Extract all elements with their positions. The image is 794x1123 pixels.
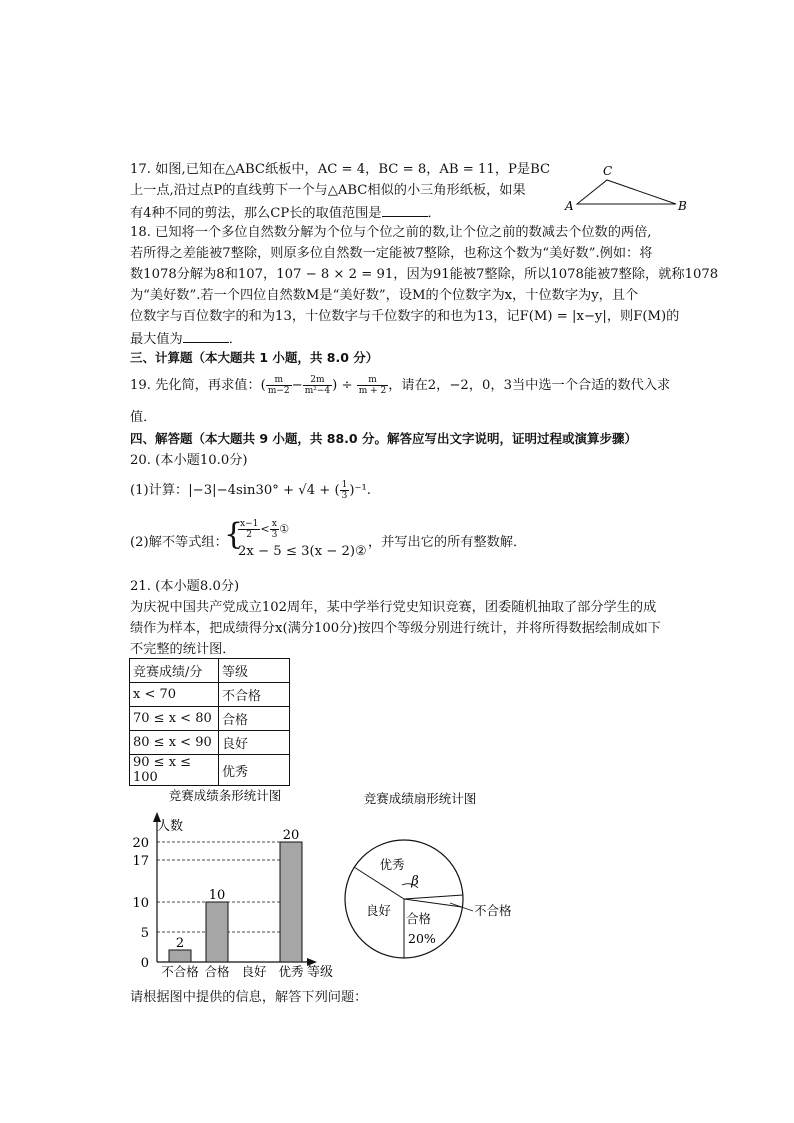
numerator: 2m (303, 375, 332, 386)
q18-line6 (130, 328, 242, 350)
q19-lead: 19. 先化简，再求值：( (130, 378, 266, 393)
q18-line3: 数1078分解为8和107，107 − 8 × 2 = 91，因为91能被7整除，所以1078能被7整除，就称1078 (130, 267, 719, 282)
bar (169, 950, 191, 962)
table-cell: 优秀 (219, 755, 290, 786)
table-cell: 不合格 (219, 683, 290, 707)
numerator: m (266, 375, 292, 386)
bar (206, 902, 228, 962)
numerator: x (270, 519, 280, 530)
vertex-c-label: C (603, 164, 613, 178)
q17-line3 (130, 202, 441, 224)
fraction (266, 375, 292, 396)
table-header-cell: 等级 (219, 659, 290, 683)
q19-line2: 值． (130, 410, 157, 425)
fraction (303, 375, 332, 396)
q21-line2: 绩作为样本，把成绩得分x(满分100分)按四个等级分别进行统计，并将所得数据绘制成如下 (130, 621, 661, 636)
fraction (270, 519, 280, 540)
q20-part1 (130, 480, 371, 501)
pie-chart-title: 竞赛成绩扇形统计图 (363, 791, 477, 806)
numerator: x−1 (240, 519, 259, 529)
y-tick-label: 17 (132, 854, 149, 869)
x-tick-label: 合格 (204, 964, 230, 979)
q20-heading: 20. (本小题10.0分) (130, 453, 248, 468)
q18-line6-end: ． (228, 332, 242, 347)
y-tick-label: 10 (132, 896, 149, 911)
q17-line2: 上一点,沿过点P的直线剪下一个与△ABC相似的小三角形纸板，如果 (130, 183, 526, 198)
x-tick-label: 不合格 (161, 964, 199, 979)
q20-part2-label: (2)解不等式组： (130, 535, 228, 550)
table-row (130, 683, 290, 707)
x-tick-label: 良好 (241, 964, 267, 979)
denominator: 3 (271, 530, 278, 540)
table-cell: x < 70 (130, 683, 219, 707)
q20-part1-end: )⁻¹. (349, 483, 371, 498)
numerator: 1 (341, 480, 348, 490)
circled-one: ① (279, 522, 290, 536)
minus-sign: − (291, 378, 303, 393)
q21-line3: 不完整的统计图． (130, 642, 236, 657)
table-row (130, 731, 290, 755)
q18-line4: 为“美好数”.若一个四位自然数M是“美好数”，设M的个位数字为x，十位数字为y，且个 (130, 288, 639, 303)
q19-line1 (130, 375, 670, 396)
beta-label: β (411, 874, 419, 889)
slice-label-excellent: 优秀 (379, 857, 405, 872)
grade-table (129, 658, 290, 786)
table-cell: 合格 (219, 707, 290, 731)
q21-closing: 请根据图中提供的信息，解答下列问题： (130, 990, 368, 1005)
q21-heading: 21. (本小题8.0分) (130, 579, 240, 594)
slice-label-pass-pct: 20% (408, 931, 436, 946)
divide-sign: ) ÷ (332, 378, 357, 393)
denominator: m−2 (267, 386, 290, 396)
section-4-heading: 四、解答题（本大题共 9 小题，共 88.0 分。解答应写出文字说明，证明过程或演算步骤） (130, 431, 637, 446)
bar (280, 842, 302, 962)
q17-line3-text: 有4种不同的剪法，那么CP长的取值范围是 (130, 206, 382, 221)
y-axis-label: 人数 (157, 819, 184, 834)
slice-divider (404, 899, 462, 907)
fraction (238, 519, 260, 540)
denominator: 3 (341, 491, 348, 501)
table-header-row (130, 659, 290, 683)
triangle-figure (560, 160, 690, 216)
numerator: m (357, 375, 389, 386)
inequality-1 (238, 519, 289, 540)
table-cell: 良好 (219, 731, 290, 755)
table-cell: 80 ≤ x < 90 (130, 731, 219, 755)
q18-line6-text: 最大值为 (130, 332, 183, 347)
q20-part1-text: (1)计算：|−3|−4sin30° + √4 + ( (130, 483, 340, 498)
pie-chart (340, 785, 530, 960)
table-cell: 90 ≤ x ≤ 100 (130, 755, 219, 786)
y-tick-label: 5 (140, 926, 149, 941)
q20-part2-end: ，并写出它的所有整数解． (368, 535, 527, 550)
vertex-b-label: B (678, 199, 687, 213)
answer-blank (382, 202, 428, 217)
table-header-cell: 竞赛成绩/分 (130, 659, 219, 683)
q18-line2: 若所得之差能被7整除，则原多位自然数一定能被7整除，也称这个数为“美好数”.例如：将 (130, 246, 653, 261)
q19-rest: ，请在2，−2，0，3当中选一个合适的数代入求 (388, 378, 671, 393)
answer-blank (183, 328, 229, 343)
denominator: m + 2 (358, 386, 387, 396)
q18-line1: 18. 已知将一个多位自然数分解为个位与个位之前的数,让个位之前的数减去个位数的两倍, (130, 225, 652, 240)
slice-label-good: 良好 (366, 903, 392, 918)
triangle-abc (577, 180, 676, 204)
q17-line1: 17. 如图,已知在△ABC纸板中，AC = 4，BC = 8，AB = 11，P是BC (130, 162, 551, 177)
section-3-heading: 三、计算题（本大题共 1 小题，共 8.0 分） (130, 350, 379, 365)
table-row (130, 755, 290, 786)
denominator: 2 (246, 530, 253, 540)
table-cell: 70 ≤ x < 80 (130, 707, 219, 731)
less-than-sign: < (260, 522, 270, 536)
denominator: m²−4 (304, 386, 331, 396)
bar-chart-title: 竞赛成绩条形统计图 (168, 788, 282, 803)
bar-value-label: 20 (282, 828, 300, 843)
x-axis-label: 等级 (307, 965, 334, 980)
bar-value-label: 2 (175, 936, 185, 951)
bar-chart (125, 782, 350, 982)
brace: { (224, 517, 244, 552)
fraction (357, 375, 389, 396)
y-tick-label: 20 (132, 836, 149, 851)
q18-line5: 位数字与百位数字的和为13，十位数字与千位数字的和也为13，记F(M) = |x−y|，则F(M)的 (130, 309, 680, 324)
table-row (130, 707, 290, 731)
y-tick-label: 0 (140, 956, 149, 971)
q17-line3-end: ． (427, 206, 441, 221)
slice-divider (404, 895, 463, 899)
x-tick-label: 优秀 (278, 964, 304, 979)
slice-label-pass: 合格 (406, 911, 432, 926)
bar-value-label: 10 (208, 888, 226, 903)
vertex-a-label: A (565, 199, 574, 213)
slice-label-fail: 不合格 (474, 903, 512, 918)
q21-line1: 为庆祝中国共产党成立102周年，某中学举行党史知识竞赛，团委随机抽取了部分学生的成 (130, 600, 657, 615)
inequality-2: 2x − 5 ≤ 3(x − 2)② (238, 544, 367, 559)
fraction (340, 480, 350, 501)
